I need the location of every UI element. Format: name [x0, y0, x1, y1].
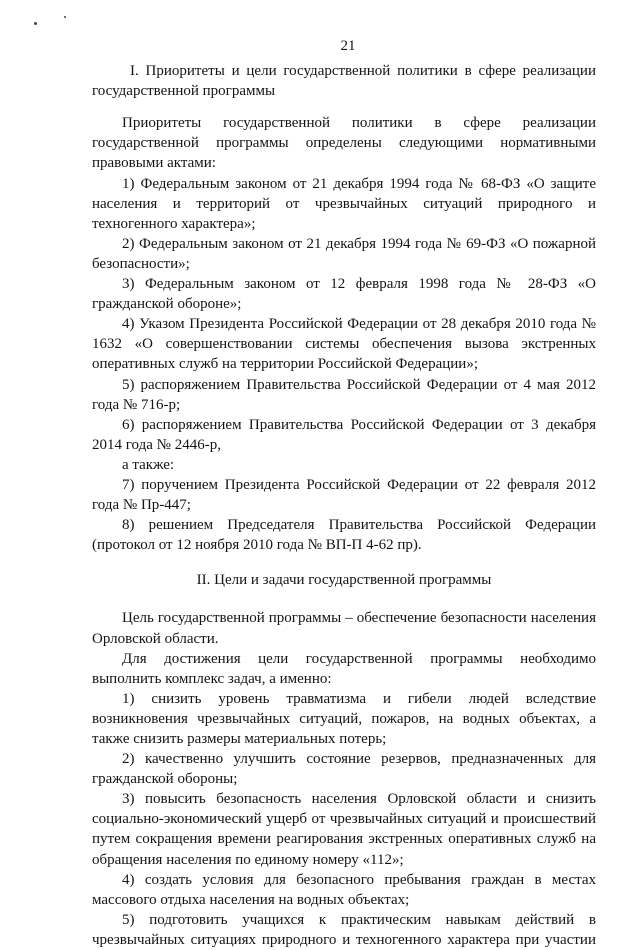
- legal-act-item: 1) Федеральным законом от 21 декабря 1994 года № 68-ФЗ «О защите населения и территорий от чрезвычайных ситуаций природного и техногенного характера»;: [92, 175, 596, 232]
- page-number: 21: [340, 38, 356, 54]
- tasks-intro: Для достижения цели государственной программы необходимо выполнить комплекс задач, а именно:: [92, 650, 596, 687]
- legal-act-item: 2) Федеральным законом от 21 декабря 1994 года № 69-ФЗ «О пожарной безопасности»;: [92, 235, 596, 272]
- task-item: 4) создать условия для безопасного пребывания граждан в местах массового отдыха населения на водных объектах;: [92, 871, 596, 908]
- section-1-intro: Приоритеты государственной политики в сфере реализации государственной программы определены следующими нормативными правовыми актами:: [92, 115, 596, 172]
- legal-act-item: 8) решением Председателя Правительства Российской Федерации (протокол от 12 ноября 2010 года № ВП-П 4-62 пр).: [92, 517, 596, 554]
- legal-act-item: 3) Федеральным законом от 12 февраля 1998 года № 28-ФЗ «О гражданской обороне»;: [92, 276, 596, 313]
- scan-speck: [64, 16, 66, 18]
- task-item: 2) качественно улучшить состояние резервов, предназначенных для гражданской обороны;: [92, 751, 596, 788]
- legal-act-item: 5) распоряжением Правительства Российской Федерации от 4 мая 2012 года № 716-р;: [92, 376, 596, 413]
- section-1-heading: I. Приоритеты и цели государственной политики в сфере реализации государственной программы: [92, 63, 596, 100]
- section-2-heading: II. Цели и задачи государственной программы: [196, 572, 492, 589]
- task-item: 5) подготовить учащихся к практическим навыкам действий в чрезвычайных ситуациях природного и техногенного характера при участии: [92, 911, 596, 948]
- scan-speck: [34, 22, 37, 25]
- also-label: а также:: [122, 456, 175, 473]
- task-item: 3) повысить безопасность населения Орловской области и снизить социально-экономический ущерб от чрезвычайных ситуаций и происшествий путем сокращения времени реагирования экстренных оперативных служб на обращения населения по единому номеру «112»;: [92, 791, 596, 868]
- legal-act-item: 4) Указом Президента Российской Федерации от 28 декабря 2010 года № 1632 «О совершенствовании системы обеспечения вызова экстренных оперативных служб на территории Российской Федерации»;: [92, 316, 596, 373]
- legal-act-item: 7) поручением Президента Российской Федерации от 22 февраля 2012 года № Пр-447;: [92, 476, 596, 514]
- program-goal: Цель государственной программы – обеспечение безопасности населения Орловской области.: [92, 610, 596, 647]
- legal-act-item: 6) распоряжением Правительства Российской Федерации от 3 декабря 2014 года № 2446-р,: [92, 416, 596, 453]
- task-item: 1) снизить уровень травматизма и гибели людей вследствие возникновения чрезвычайных ситуаций, пожаров, на водных объектах, а также снизить размеры материальных потерь;: [92, 690, 596, 747]
